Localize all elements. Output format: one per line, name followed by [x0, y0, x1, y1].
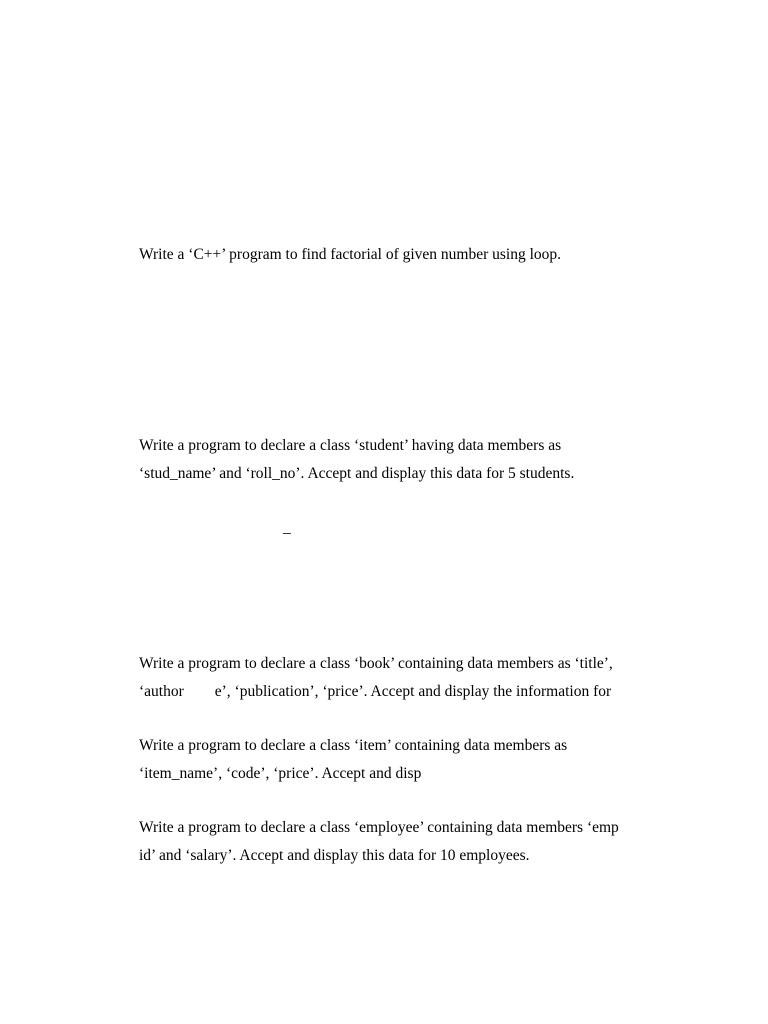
- stray-underscore-mark: _: [283, 519, 291, 536]
- question-2-line-1: Write a program to declare a class ‘student’ having data members as: [139, 437, 562, 454]
- question-1-line-1: Write a ‘C++’ program to find factorial of given number using loop.: [139, 246, 562, 263]
- question-2-line-2: ‘stud_name’ and ‘roll_no’. Accept and display this data for 5 students.: [139, 465, 575, 482]
- question-4-line-1: Write a program to declare a class ‘item’ containing data members as: [139, 737, 568, 754]
- question-4-line-2: ‘item_name’, ‘code’, ‘price’. Accept and disp: [139, 765, 422, 782]
- question-3-line-2: ‘author e’, ‘publication’, ‘price’. Accept and display the information for: [139, 683, 612, 700]
- question-3-line-1: Write a program to declare a class ‘book’ containing data members as ‘title’,: [139, 655, 613, 672]
- question-5-line-1: Write a program to declare a class ‘employee’ containing data members ‘emp: [139, 819, 619, 836]
- question-5-line-2: id’ and ‘salary’. Accept and display this data for 10 employees.: [139, 847, 530, 864]
